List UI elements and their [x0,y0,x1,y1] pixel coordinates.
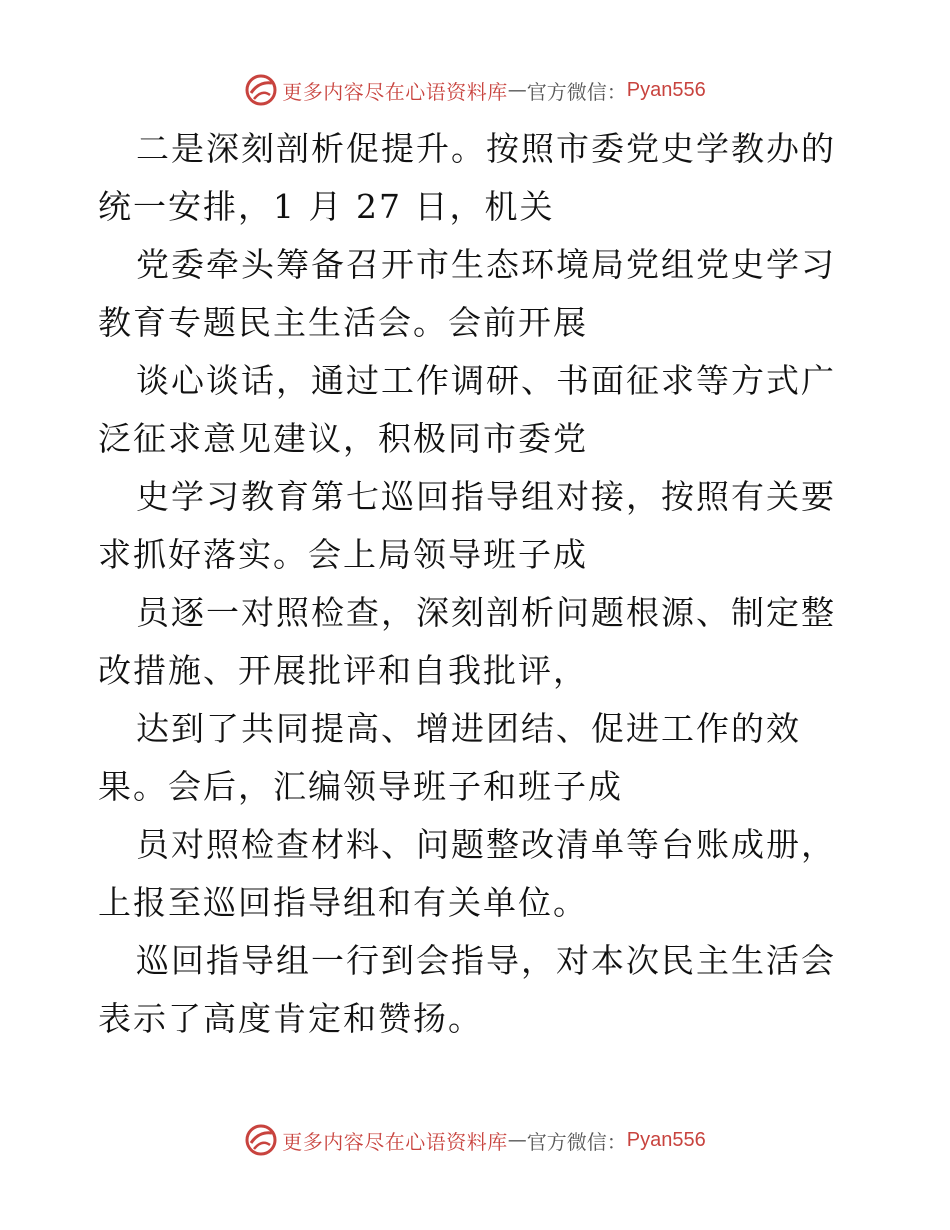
banner-wechat-label: 官方微信： [526,1129,627,1154]
banner-site-text: 更多内容尽在心语资料库 [282,79,508,104]
banner-dash: — [507,1129,527,1151]
paragraph-line: 达到了共同提高、增进团结、促进工作的效果。会后，汇编领导班子和班子成 [98,709,801,806]
header-banner [0,70,950,110]
paragraph-line: 史学习教育第七巡回指导组对接，按照有关要求抓好落实。会上局领导班子成 [98,477,836,574]
paragraph-line: 员对照检查材料、问题整改清单等台账成册，上报至巡回指导组和有关单位。 [98,825,836,922]
banner-wechat-id: Pyan556 [626,1128,706,1151]
red-swirl-logo-icon [244,73,278,107]
banner-site-text: 更多内容尽在心语资料库 [282,1129,508,1154]
footer-banner [0,1120,950,1160]
paragraph-line: 谈心谈话，通过工作调研、书面征求等方式广泛征求意见建议，积极同市委党 [98,361,836,458]
red-swirl-logo-icon [244,1123,278,1157]
paragraph-line: 员逐一对照检查，深刻剖析问题根源、制定整改措施、开展批评和自我批评， [98,593,836,690]
document-body [98,120,858,1048]
banner-wechat-label: 官方微信： [526,79,627,104]
paragraph-line: 党委牵头筹备召开市生态环境局党组党史学习教育专题民主生活会。会前开展 [98,245,836,342]
banner-wechat-id: Pyan556 [626,78,706,101]
banner-dash: — [507,79,527,101]
paragraph-line: 巡回指导组一行到会指导，对本次民主生活会表示了高度肯定和赞扬。 [98,941,836,1038]
paragraph-line: 二是深刻剖析促提升。按照市委党史学教办的统一安排，1 月 27 日，机关 [98,129,836,226]
